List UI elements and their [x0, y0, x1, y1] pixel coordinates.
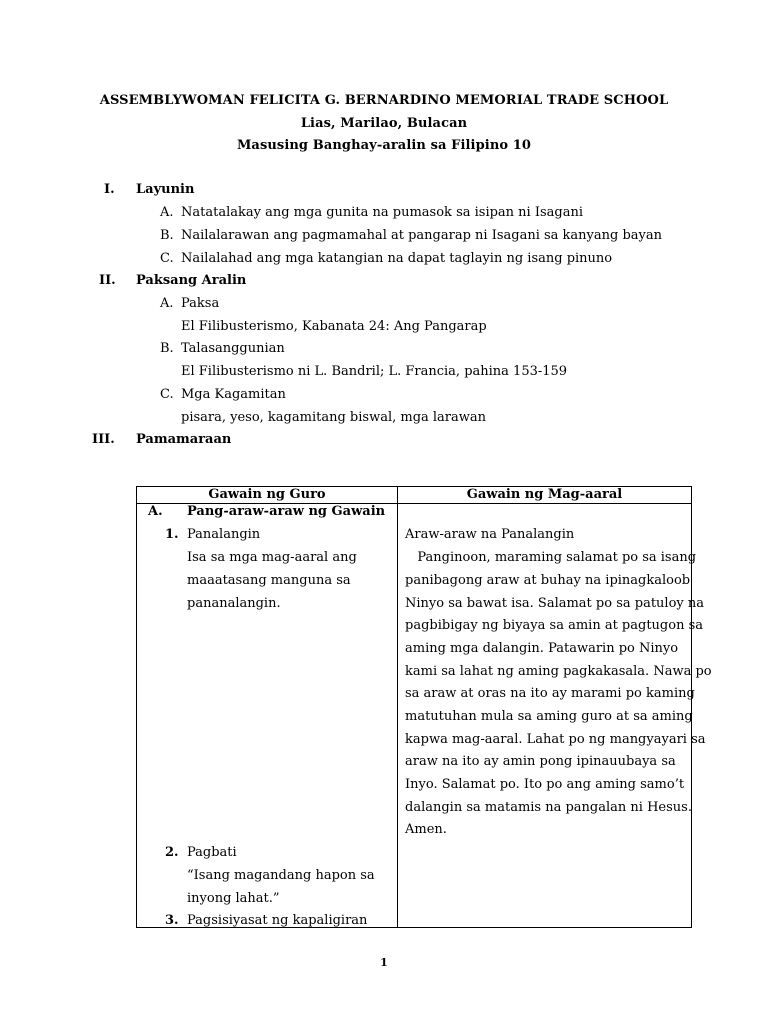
table-header-row — [137, 487, 692, 504]
school-address: Lias, Marilao, Bulacan — [300, 116, 468, 131]
student-activity-cell — [398, 504, 712, 928]
prayer-line: araw na ito ay amin pong ipinauubaya sa — [405, 754, 676, 769]
materials-letter: C. — [160, 387, 174, 402]
teacher-activity-cell — [137, 504, 398, 928]
objective-b-letter: B. — [160, 228, 174, 243]
prayer-line: kapwa mag-aaral. Lahat po ng mangyayari sa — [405, 732, 706, 747]
part-letter: A. — [148, 504, 163, 519]
section-3-title: Pamamaraan — [136, 432, 232, 447]
step-1-number: 1. — [165, 527, 179, 542]
prayer-title: Araw-araw na Panalangin — [405, 527, 575, 542]
prayer-line: pagbibigay ng biyaya sa amin at pagtugon sa — [405, 618, 703, 633]
prayer-line: kami sa lahat ng aming pagkakasala. Nawa po — [405, 664, 712, 679]
topic-detail: El Filibusterismo, Kabanata 24: Ang Pangarap — [181, 319, 487, 334]
step-1-line: pananalangin. — [187, 596, 281, 611]
step-2-line: “Isang magandang hapon sa — [187, 868, 375, 883]
prayer-line: matutuhan mula sa aming guro at sa aming — [405, 709, 693, 724]
procedure-table — [136, 486, 712, 928]
step-1-line: maaatasang manguna sa — [187, 573, 351, 588]
prayer-line: panibagong araw at buhay na ipinagkaloob — [405, 573, 691, 588]
section-1-numeral: I. — [104, 182, 115, 197]
objective-a-letter: A. — [160, 205, 174, 220]
section-2-numeral: II. — [99, 273, 116, 288]
materials-label: Mga Kagamitan — [181, 387, 286, 402]
step-2-line: inyong lahat.” — [187, 891, 280, 906]
section-3-numeral: III. — [92, 432, 115, 447]
reference-detail: El Filibusterismo ni L. Bandril; L. Francia, pahina 153-159 — [181, 364, 568, 379]
step-2-number: 2. — [165, 845, 179, 860]
prayer-line: Inyo. Salamat po. Ito po ang aming samo’t — [405, 777, 685, 792]
reference-letter: B. — [160, 341, 174, 356]
objective-b-text: Nailalarawan ang pagmamahal at pangarap ni Isagani sa kanyang bayan — [181, 228, 662, 243]
objective-c-letter: C. — [160, 251, 174, 266]
step-1-title: Panalangin — [187, 527, 261, 542]
table-row — [137, 504, 692, 928]
topic-letter: A. — [160, 296, 174, 311]
step-2-title: Pagbati — [187, 845, 237, 860]
prayer-line: Amen. — [405, 822, 447, 837]
prayer-line: aming mga dalangin. Patawarin po Ninyo — [405, 641, 679, 656]
section-2-title: Paksang Aralin — [136, 273, 247, 288]
step-3-title: Pagsisiyasat ng kapaligiran — [187, 913, 368, 928]
part-title: Pang-araw-araw ng Gawain — [187, 504, 386, 519]
objective-a-text: Natatalakay ang mga gunita na pumasok sa isipan ni Isagani — [181, 205, 584, 220]
section-1-title: Layunin — [136, 182, 195, 197]
teacher-activity-header: Gawain ng Guro — [137, 487, 398, 504]
objective-c-text: Nailalahad ang mga katangian na dapat taglayin ng isang pinuno — [181, 251, 613, 266]
prayer-line: dalangin sa matamis na pangalan ni Hesus. — [405, 800, 692, 815]
student-activity-header: Gawain ng Mag-aaral — [398, 487, 692, 504]
step-1-line: Isa sa mga mag-aaral ang — [187, 550, 357, 565]
school-name: ASSEMBLYWOMAN FELICITA G. BERNARDINO MEMORIAL TRADE SCHOOL — [99, 93, 669, 108]
page-number: 1 — [380, 956, 388, 969]
reference-label: Talasanggunian — [181, 341, 285, 356]
materials-detail: pisara, yeso, kagamitang biswal, mga larawan — [181, 410, 487, 425]
prayer-line: Ninyo sa bawat isa. Salamat po sa patuloy na — [405, 596, 704, 611]
prayer-line: sa araw at oras na ito ay marami po kaming — [405, 686, 695, 701]
prayer-line: Panginoon, maraming salamat po sa isang — [405, 550, 697, 565]
lesson-plan-title: Masusing Banghay-aralin sa Filipino 10 — [236, 138, 532, 153]
topic-label: Paksa — [181, 296, 220, 311]
step-3-number: 3. — [165, 913, 179, 928]
